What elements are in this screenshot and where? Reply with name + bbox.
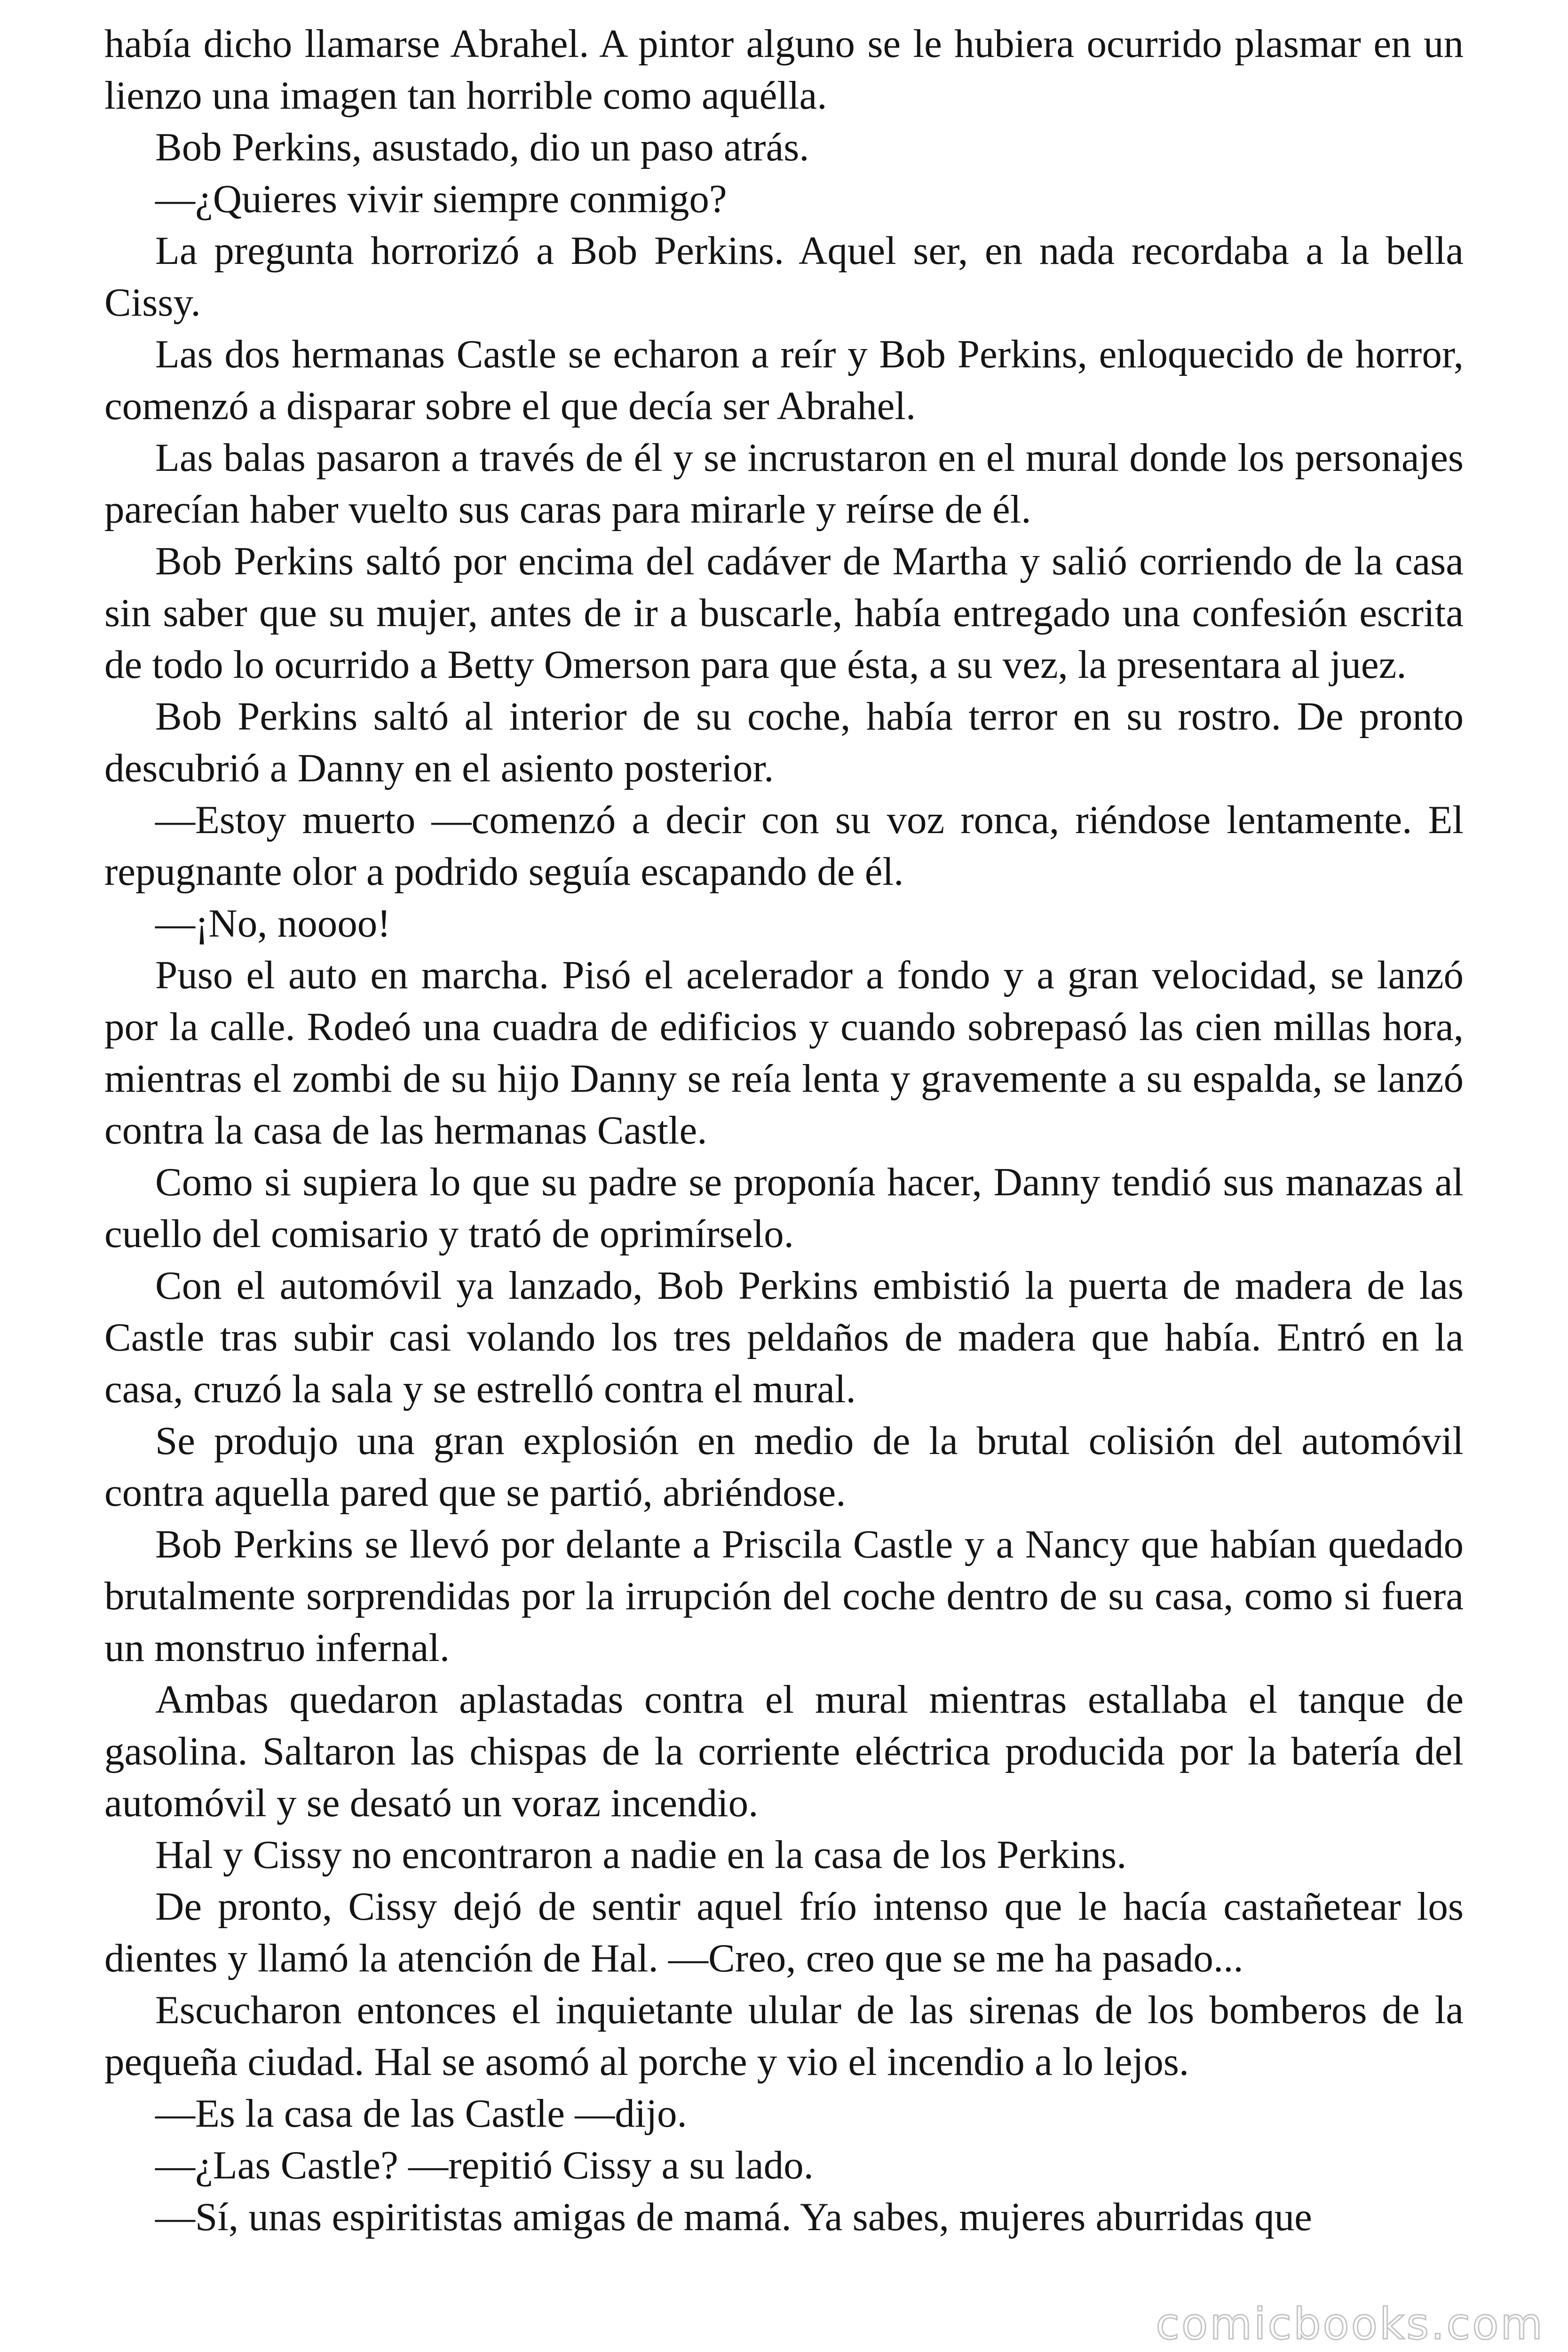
paragraph: La pregunta horrorizó a Bob Perkins. Aquel ser, en nada recordaba a la bella Cissy. — [104, 229, 1464, 325]
paragraph: Hal y Cissy no encontraron a nadie en la casa de los Perkins. — [155, 1833, 1127, 1877]
paragraph: —Estoy muerto —comenzó a decir con su voz ronca, riéndose lentamente. El repugnante olor a podrido seguía escapando de él. — [104, 798, 1464, 894]
paragraph: Las dos hermanas Castle se echaron a reír y Bob Perkins, enloquecido de horror, comenzó a disparar sobre el que decía ser Abrahel. — [104, 332, 1464, 428]
paragraph: Puso el auto en marcha. Pisó el acelerador a fondo y a gran velocidad, se lanzó por la calle. Rodeó una cuadra de edificios y cuando sobrepasó las cien millas hora, mientras el zombi de su hijo Danny se reía lenta y gravemente a su espalda, se lanzó contra la casa de las hermanas Castle. — [104, 953, 1464, 1152]
paragraph: —¿Las Castle? —repitió Cissy a su lado. — [155, 2143, 814, 2187]
paragraph: Las balas pasaron a través de él y se incrustaron en el mural donde los personajes parecían haber vuelto sus caras para mirarle y reírse de él. — [104, 436, 1464, 532]
paragraph: Se produjo una gran explosión en medio de la brutal colisión del automóvil contra aquella pared que se partió, abriéndose. — [104, 1419, 1464, 1515]
paragraph: De pronto, Cissy dejó de sentir aquel frío intenso que le hacía castañetear los dientes y llamó la atención de Hal. —Creo, creo que se me ha pasado... — [104, 1884, 1464, 1980]
paragraph: Bob Perkins, asustado, dio un paso atrás. — [155, 125, 809, 169]
paragraph: Ambas quedaron aplastadas contra el mural mientras estallaba el tanque de gasolina. Saltaron las chispas de la corriente eléctrica producida por la batería del automóvil y se desató un voraz incendio. — [104, 1677, 1464, 1825]
paragraph: Como si supiera lo que su padre se proponía hacer, Danny tendió sus manazas al cuello del comisario y trató de oprimírselo. — [104, 1160, 1464, 1256]
text-column — [104, 18, 1464, 2243]
watermark-logo: comicbooks.com — [1156, 2299, 1544, 2349]
paragraph: Bob Perkins se llevó por delante a Priscila Castle y a Nancy que habían quedado brutalmente sorprendidas por la irrupción del coche dentro de su casa, como si fuera un monstruo infernal. — [104, 1522, 1464, 1670]
paragraph: Bob Perkins saltó por encima del cadáver de Martha y salió corriendo de la casa sin saber que su mujer, antes de ir a buscarle, había entregado una confesión escrita de todo lo ocurrido a Betty Omerson para que ésta, a su vez, la presentara al juez. — [104, 539, 1464, 687]
paragraph: —¿Quieres vivir siempre conmigo? — [155, 177, 727, 221]
paragraph: Escucharon entonces el inquietante ulular de las sirenas de los bomberos de la pequeña ciudad. Hal se asomó al porche y vio el incendio a lo lejos. — [104, 1988, 1464, 2084]
paragraph: Bob Perkins saltó al interior de su coche, había terror en su rostro. De pronto descubrió a Danny en el asiento posterior. — [104, 694, 1464, 790]
paragraph: había dicho llamarse Abrahel. A pintor alguno se le hubiera ocurrido plasmar en un lienzo una imagen tan horrible como aquélla. — [104, 22, 1464, 118]
paragraph: —Sí, unas espiritistas amigas de mamá. Ya sabes, mujeres aburridas que — [155, 2195, 1312, 2239]
paragraph: Con el automóvil ya lanzado, Bob Perkins embistió la puerta de madera de las Castle tras subir casi volando los tres peldaños de madera que había. Entró en la casa, cruzó la sala y se estrelló contra el mural. — [104, 1263, 1464, 1411]
paragraph: —¡No, noooo! — [155, 901, 391, 946]
paragraph: —Es la casa de las Castle —dijo. — [155, 2091, 687, 2136]
